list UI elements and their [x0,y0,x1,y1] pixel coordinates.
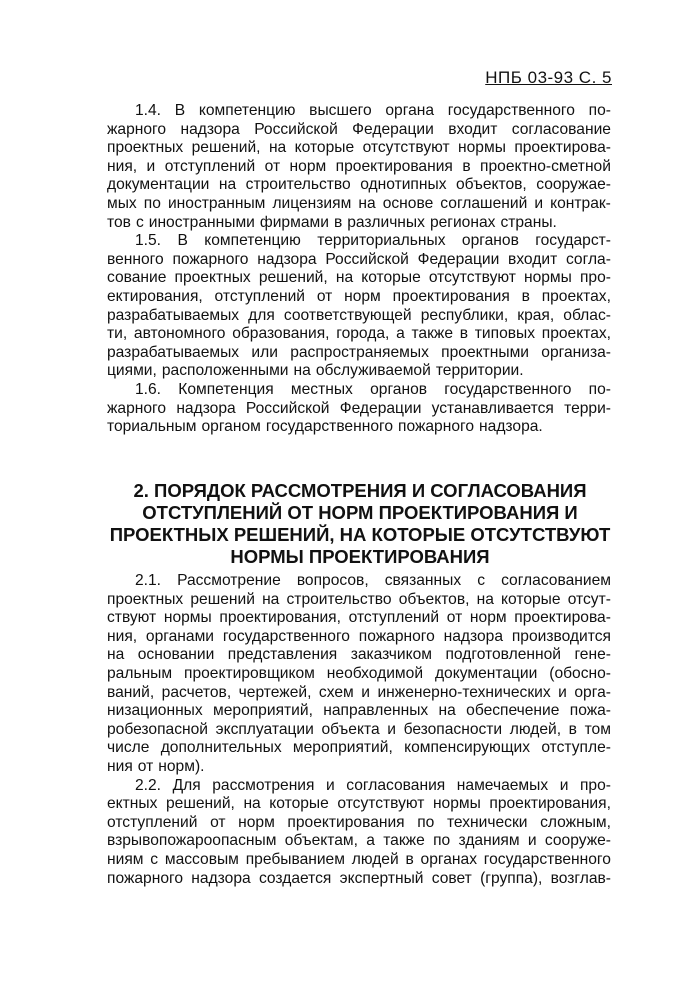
text-line: робезопасной эксплуатации объекта и безопасности людей, в том [107,720,611,738]
paragraphs-section-2 [107,572,611,888]
page-header-doc-ref: НПБ 03-93 С. 5 [485,68,612,87]
text-line: документации на строительство однотипных объектов, сооружае- [107,176,611,194]
text-line: разрабатываемых или распространяемых проектными организа- [107,343,611,361]
text-line: отступлений от норм проектирования по технически сложным, [107,813,611,831]
text-line: ния от норм). [107,757,205,775]
text-line: мых по иностранным лицензиям на основе соглашений и контрак- [107,194,611,212]
text-line: жарного надзора Российской Федерации входит согласование [107,120,611,138]
heading-line: ОТСТУПЛЕНИЙ ОТ НОРМ ПРОЕКТИРОВАНИЯ И [142,502,578,523]
text-line: на основании представления заказчиком подготовленной гене- [107,646,611,664]
text-line: 2.2. Для рассмотрения и согласования намечаемых и про- [135,776,611,794]
text-line: 1.5. В компетенцию территориальных органов государст- [135,232,611,250]
text-line: 1.4. В компетенцию высшего органа государственного по- [135,102,611,119]
heading-line: НОРМЫ ПРОЕКТИРОВАНИЯ [230,546,490,567]
text-line: проектных решений, на которые отсутствуют нормы проектирова- [107,139,611,157]
text-line: ральным проектировщиком необходимой документации (обосно- [107,664,611,682]
text-line: ти, автономного образования, города, а также в типовых проектах, [107,325,611,343]
text-line: разрабатываемых для соответствующей республики, края, облас- [107,306,611,324]
text-line: ектных решений, на которые отсутствуют нормы проектирования, [107,795,611,813]
text-line: числе дополнительных мероприятий, компенсирующих отступле- [107,739,611,757]
heading-line: 2. ПОРЯДОК РАССМОТРЕНИЯ И СОГЛАСОВАНИЯ [133,480,587,501]
text-line: 2.1. Рассмотрение вопросов, связанных с согласованием [135,572,611,589]
text-line: ствуют нормы проектирования, отступлений от норм проектирова- [107,609,611,627]
text-line: циями, расположенными на обслуживаемой территории. [107,362,524,380]
text-line: венного пожарного надзора Российской Федерации входит согла- [107,250,611,268]
text-line: ния, органами государственного пожарного надзора производится [107,627,611,645]
heading-line: ПРОЕКТНЫХ РЕШЕНИЙ, НА КОТОРЫЕ ОТСУТСТВУЮТ [109,524,611,545]
text-line: тов с иностранными фирмами в различных регионах страны. [107,213,557,231]
text-line: проектных решений на строительство объектов, на которые отсут- [107,590,611,608]
text-line: ния, и отступлений от норм проектирования в проектно-сметной [107,157,611,175]
text-line: низационных мероприятий, направленных на обеспечение пожа- [107,702,611,720]
section-2-heading [100,480,620,568]
text-line: ниям с массовым пребыванием людей в органах государственного [107,850,611,868]
text-line: 1.6. Компетенция местных органов государственного по- [135,380,611,398]
text-line: пожарного надзора создается экспертный совет (группа), возглав- [107,869,611,887]
text-line: жарного надзора Российской Федерации устанавливается терри- [107,399,611,417]
text-line: ваний, расчетов, чертежей, схем и инженерно-технических и орга- [107,683,611,701]
text-line: ектирования, отступлений от норм проектирования в проектах, [107,287,611,305]
paragraphs-section-1 [107,102,611,437]
text-line: сование проектных решений, на которые отсутствуют нормы про- [107,269,611,287]
text-line: взрывопожароопасным объектам, а также по зданиям и сооруже- [107,832,611,850]
text-line: ториальным органом государственного пожарного надзора. [107,418,543,436]
